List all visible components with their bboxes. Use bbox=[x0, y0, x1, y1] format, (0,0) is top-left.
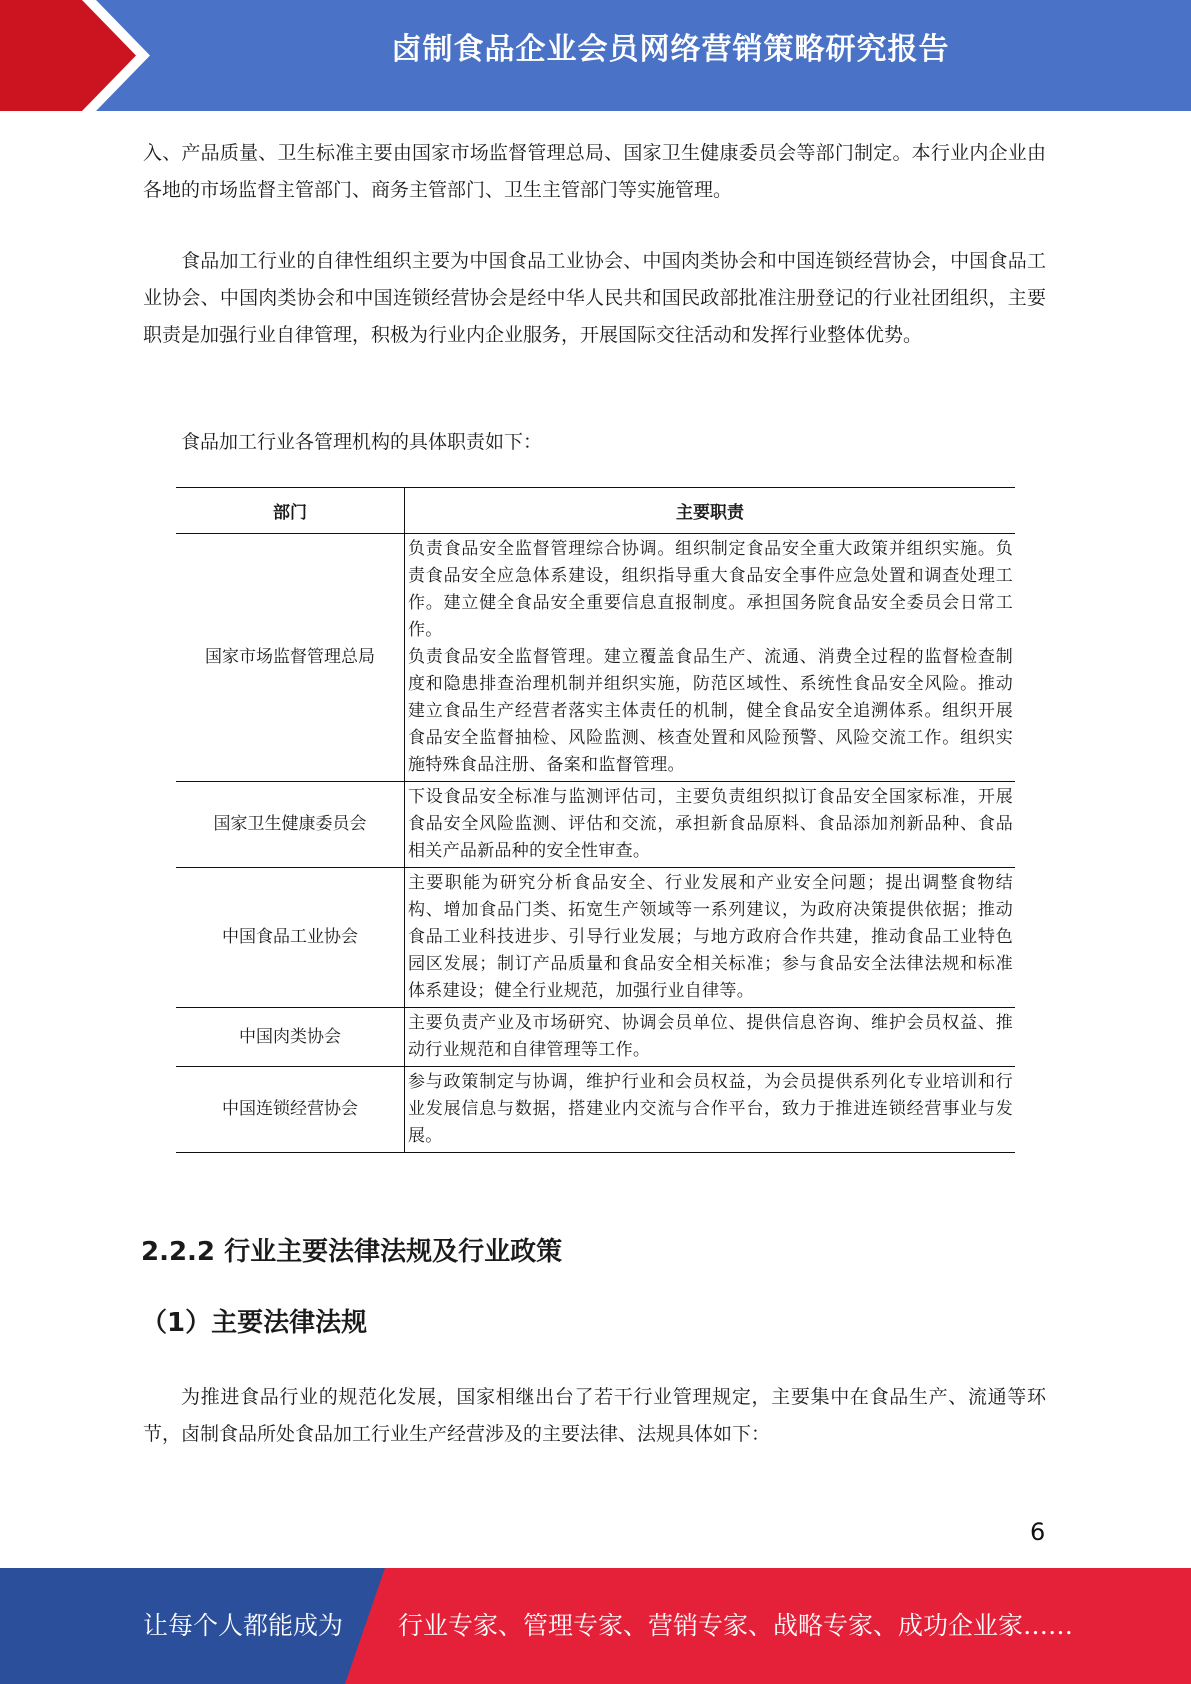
table-row bbox=[176, 868, 1015, 1008]
table-cell-duty: 主要负责产业及市场研究、协调会员单位、提供信息咨询、维护会员权益、推动行业规范和自律管理等工作。 bbox=[405, 1008, 1016, 1067]
table-cell-dept: 中国食品工业协会 bbox=[176, 868, 405, 1008]
table-header-dept: 部门 bbox=[176, 488, 405, 534]
footer-slogan-right: 行业专家、管理专家、营销专家、战略专家、成功企业家…… bbox=[398, 1611, 1074, 1640]
duty-text: 负责食品安全监督管理。建立覆盖食品生产、流通、消费全过程的监督检查制度和隐患排查治理机制并组织实施，防范区域性、系统性食品安全风险。推动建立食品生产经营者落实主体责任的机制，健全食品安全追溯体系。组织开展食品安全监督抽检、风险监测、核查处置和风险预警、风险交流工作。组织实施特殊食品注册、备案和监督管理。 bbox=[408, 647, 1013, 775]
section-heading: 2.2.2 行业主要法律法规及行业政策 bbox=[141, 1237, 563, 1267]
table-cell-dept: 中国连锁经营协会 bbox=[176, 1067, 405, 1153]
table-header-row bbox=[176, 488, 1015, 534]
table-cell-duty: 下设食品安全标准与监测评估司，主要负责组织拟订食品安全国家标准，开展食品安全风险监测、评估和交流，承担新食品原料、食品添加剂新品种、食品相关产品新品种的安全性审查。 bbox=[405, 782, 1016, 868]
table-row bbox=[176, 782, 1015, 868]
paragraph-1: 入、产品质量、卫生标准主要由国家市场监督管理总局、国家卫生健康委员会等部门制定。本行业内企业由各地的市场监督主管部门、商务主管部门、卫生主管部门等实施管理。 bbox=[143, 142, 1046, 201]
table-cell-dept: 国家卫生健康委员会 bbox=[176, 782, 405, 868]
table-cell-dept: 国家市场监督管理总局 bbox=[176, 534, 405, 782]
report-title: 卤制食品企业会员网络营销策略研究报告 bbox=[391, 32, 950, 67]
page-footer bbox=[0, 1568, 1191, 1684]
table-cell-duty: 参与政策制定与协调，维护行业和会员权益，为会员提供系列化专业培训和行业发展信息与数据，搭建业内交流与合作平台，致力于推进连锁经营事业与发展。 bbox=[408, 1072, 1013, 1146]
table-cell-duty: 主要职能为研究分析食品安全、行业发展和产业安全问题；提出调整食物结构、增加食品门类、拓宽生产领域等一系列建议，为政府决策提供依据；推动食品工业科技进步、引导行业发展；与地方政府合作共建，推动食品工业特色园区发展；制订产品质量和食品安全相关标准；参与食品安全法律法规和标准体系建设；健全行业规范，加强行业自律等。 bbox=[405, 868, 1016, 1008]
page-number: 6 bbox=[1030, 1518, 1046, 1546]
header-chevron-red bbox=[0, 0, 136, 111]
table-row bbox=[176, 1008, 1015, 1067]
paragraph-4: 为推进食品行业的规范化发展，国家相继出台了若干行业管理规定，主要集中在食品生产、流通等环节，卤制食品所处食品加工行业生产经营涉及的主要法律、法规具体如下： bbox=[143, 1386, 1046, 1445]
paragraph-2: 食品加工行业的自律性组织主要为中国食品工业协会、中国肉类协会和中国连锁经营协会，中国食品工业协会、中国肉类协会和中国连锁经营协会是经中华人民共和国民政部批准注册登记的行业社团组织，主要职责是加强行业自律管理，积极为行业内企业服务，开展国际交往活动和发挥行业整体优势。 bbox=[143, 250, 1046, 346]
paragraph-3: 食品加工行业各管理机构的具体职责如下： bbox=[181, 431, 543, 453]
page-header bbox=[0, 0, 1191, 111]
duty-text: 负责食品安全监督管理综合协调。组织制定食品安全重大政策并组织实施。负责食品安全应急体系建设，组织指导重大食品安全事件应急处置和调查处理工作。建立健全食品安全重要信息直报制度。承担国务院食品安全委员会日常工作。 bbox=[408, 539, 1013, 640]
table-row bbox=[176, 534, 1015, 782]
subsection-heading: （1）主要法律法规 bbox=[141, 1308, 368, 1338]
duties-table bbox=[176, 487, 1015, 1153]
footer-slogan-left: 让每个人都能成为 bbox=[143, 1611, 344, 1640]
table-cell-dept: 中国肉类协会 bbox=[176, 1008, 405, 1067]
table-cell-duty bbox=[405, 534, 1016, 782]
table-row bbox=[176, 1067, 1015, 1153]
table-header-duty: 主要职责 bbox=[405, 488, 1016, 534]
